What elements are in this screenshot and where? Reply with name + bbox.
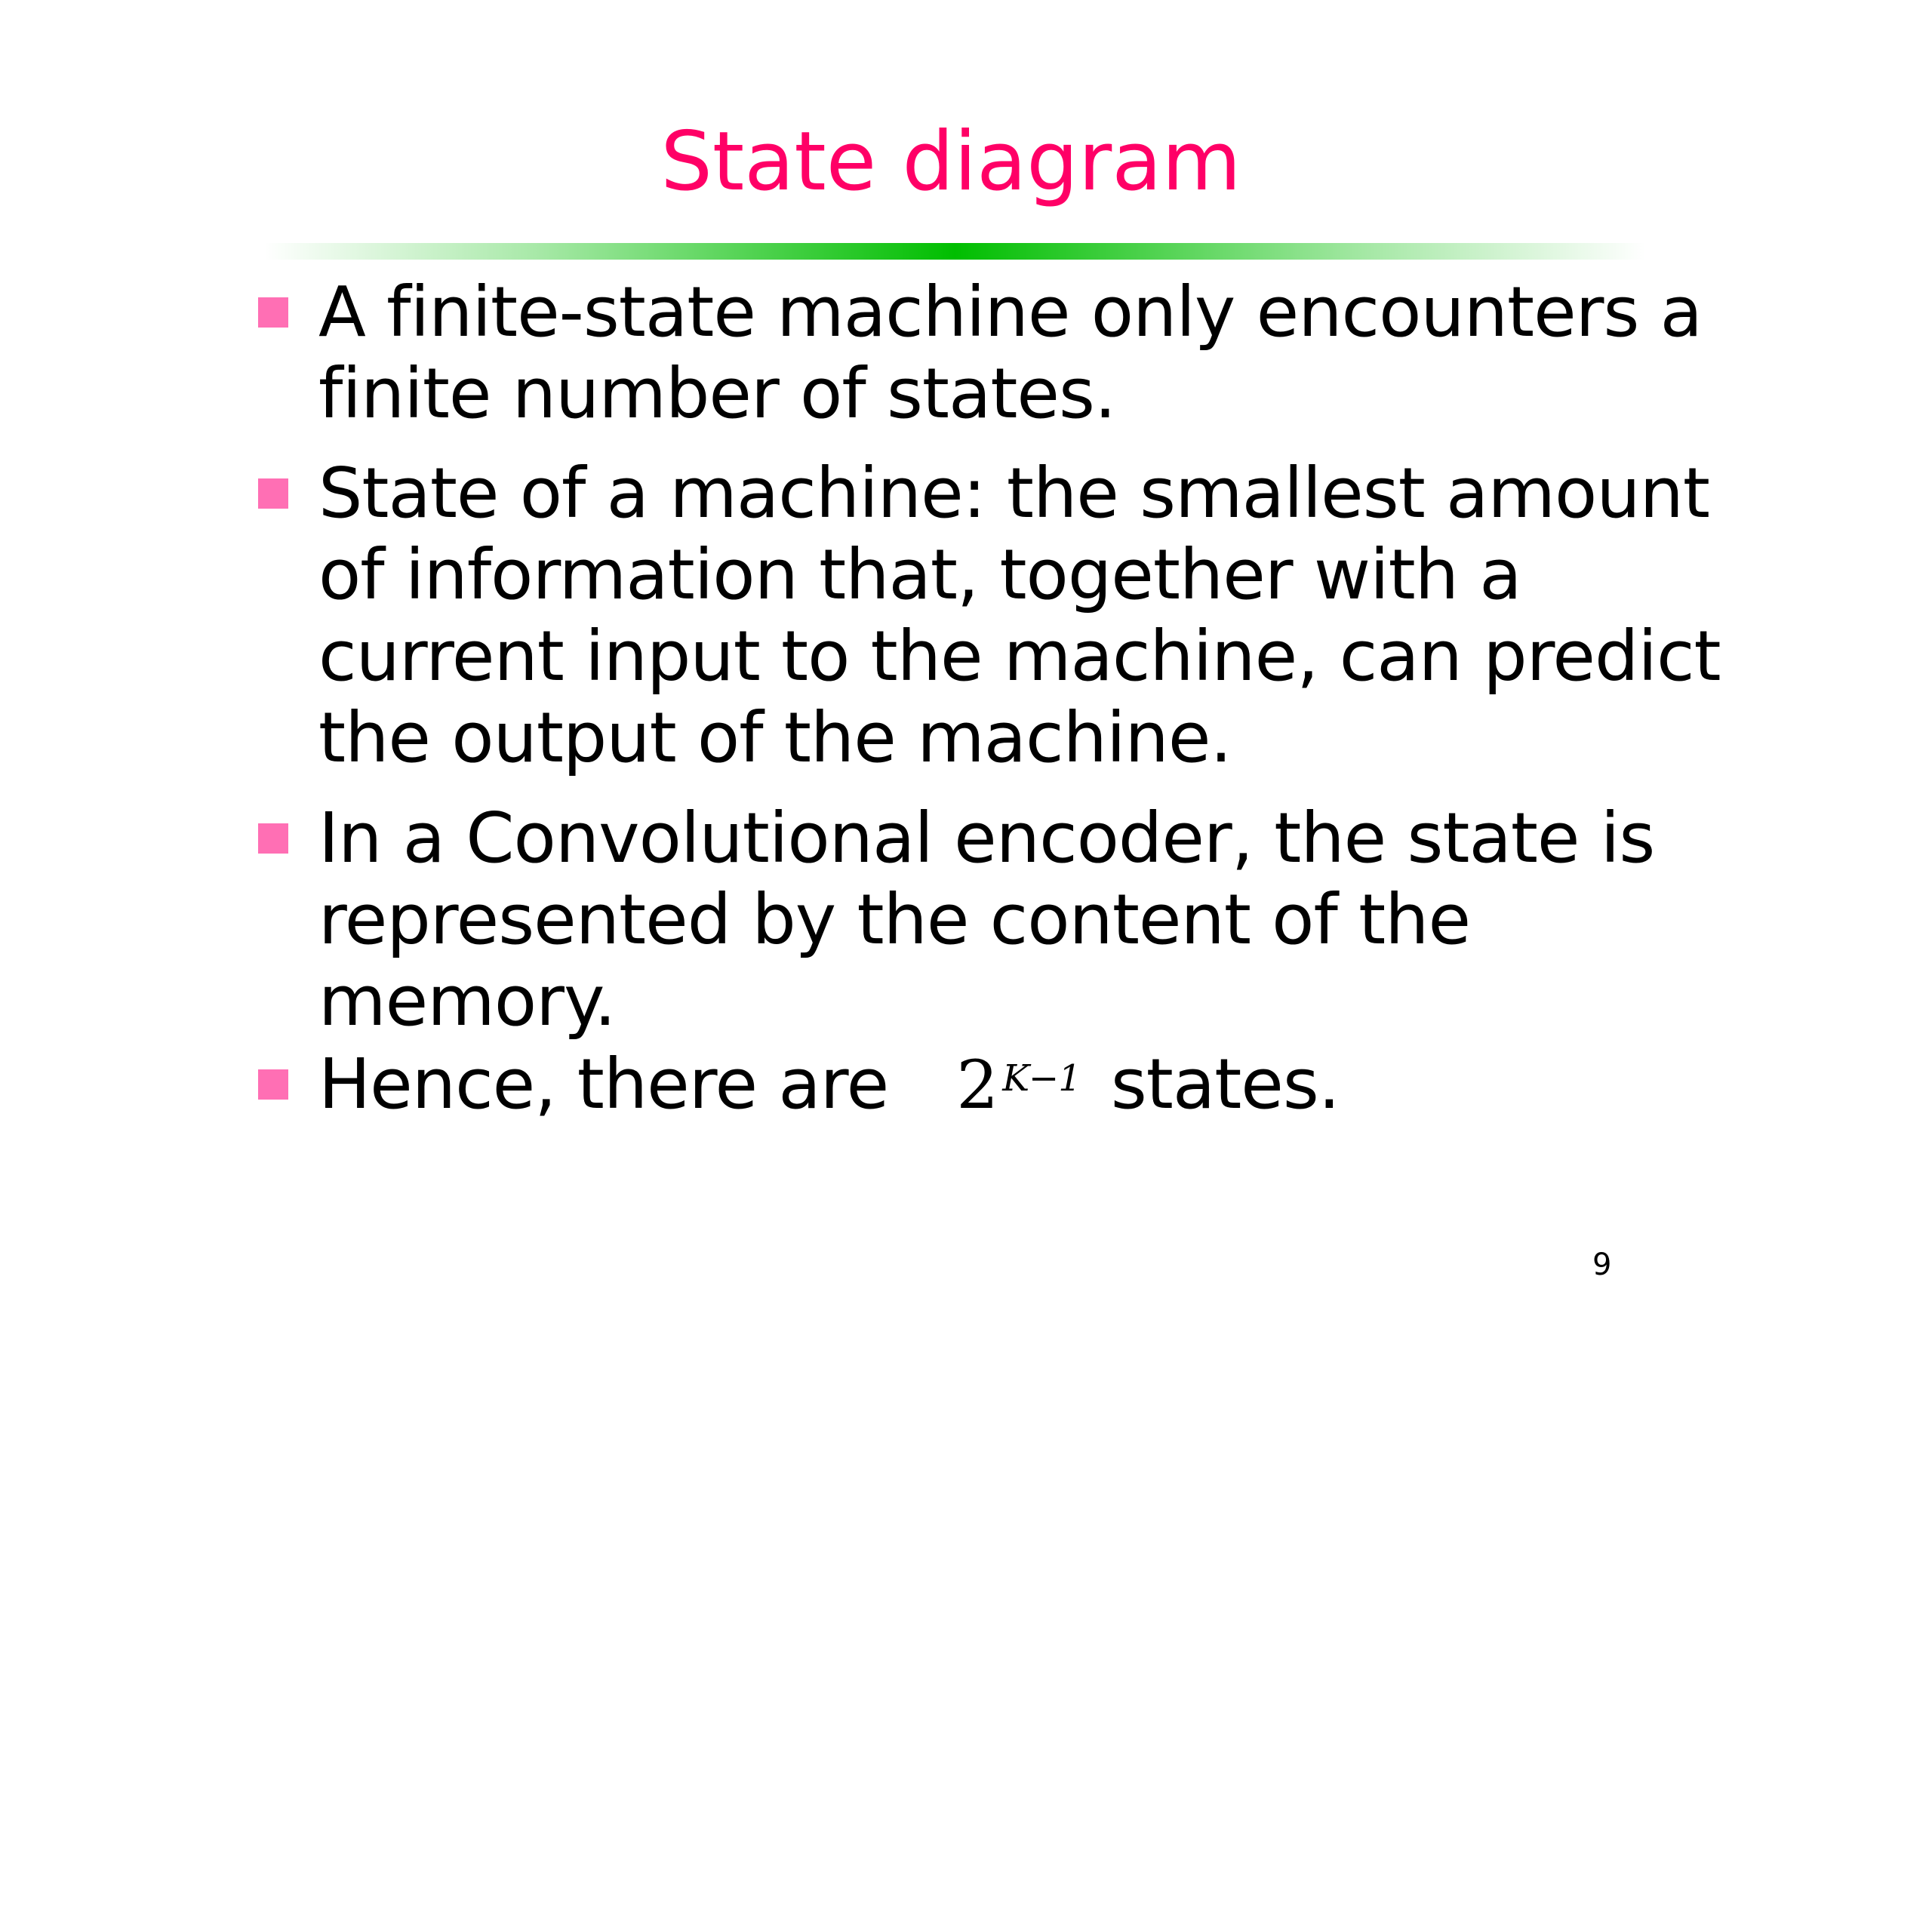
bullet-line: the output of the machine. bbox=[318, 697, 1232, 778]
bullet-line: represented by the content of the bbox=[318, 879, 1471, 960]
bullet-text bbox=[318, 1044, 1767, 1126]
bullet-line: memory. bbox=[318, 961, 616, 1041]
bullet-text bbox=[318, 453, 1767, 779]
square-bullet-icon bbox=[258, 478, 288, 509]
bullet-line: In a Convolutional encoder, the state is bbox=[318, 798, 1655, 878]
bullet-line: current input to the machine, can predict bbox=[318, 616, 1721, 697]
square-bullet-icon bbox=[258, 1069, 288, 1100]
bullet-text-before: Hence, there are bbox=[318, 1044, 889, 1124]
square-bullet-icon bbox=[258, 823, 288, 854]
square-bullet-icon bbox=[258, 297, 288, 328]
page-number: 9 bbox=[1592, 1247, 1612, 1282]
bullet-line: State of a machine: the smallest amount bbox=[318, 453, 1710, 534]
formula-exponent: K−1 bbox=[1002, 1057, 1081, 1100]
formula-base: 2 bbox=[956, 1046, 998, 1124]
bullet-text bbox=[318, 272, 1767, 435]
state-count-formula bbox=[956, 1046, 1081, 1124]
bullet-line: A finite-state machine only encounters a bbox=[318, 272, 1703, 352]
bullet-text bbox=[318, 798, 1767, 1042]
title-underline-rule bbox=[264, 243, 1645, 260]
slide-title: State diagram bbox=[660, 115, 1241, 209]
bullet-line: finite number of states. bbox=[318, 353, 1116, 434]
bullet-text-after: states. bbox=[1110, 1044, 1340, 1124]
bullet-line: of information that, together with a bbox=[318, 534, 1521, 615]
